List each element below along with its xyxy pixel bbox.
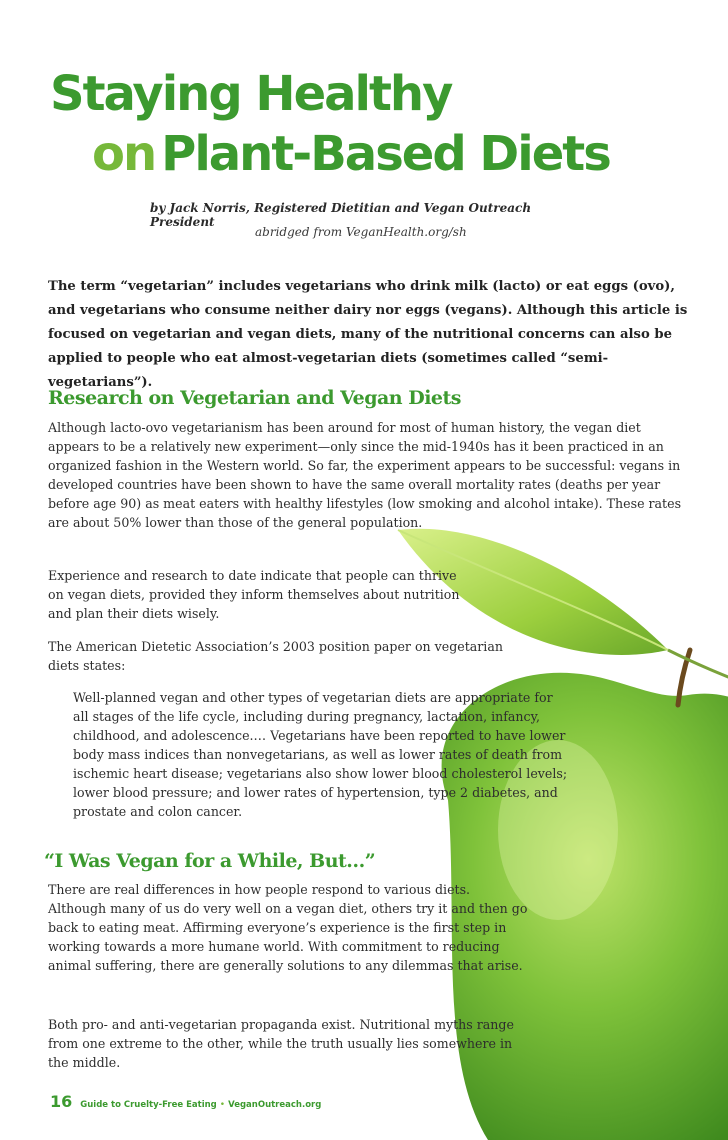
site-link: VeganOutreach.org <box>228 1100 322 1110</box>
section-heading-vegan-while: “I Was Vegan for a While, But…” <box>44 850 376 872</box>
research-paragraph-1: Although lacto-ovo vegetarianism has been around for most of human history, the vegan diet appears to be a relatively new experiment—only since the mid-1940s has it been practiced in an organized fashion in the Western world. So far, the experiment appears to be successful: vegans in developed countries have been shown to have the same overall mortality rates (deaths per year before age 90) as meat eaters with healthy lifestyles (low smoking and alcohol intake). These rates are about 50% lower than those of the general population. <box>48 420 682 530</box>
vegan-paragraph-1: There are real differences in how people respond to various diets. Although many of us do very well on a vegan diet, others try it and then go back to eating meat. Affirming everyone’s experience is the first step in working towards a more humane world. With commitment to reducing animal suffering, there are generally solutions to any dilemmas that arise. <box>48 882 528 973</box>
title-on-word: on <box>92 126 156 182</box>
page-footer <box>50 1092 321 1111</box>
title-plant-based: Plant-Based Diets <box>161 126 610 182</box>
bullet-separator: • <box>219 1100 226 1110</box>
ada-quote: Well-planned vegan and other types of vegetarian diets are appropriate for all stages of the life cycle, including during pregnancy, lactation, infancy, childhood, and adolescence.… Vegetarians have been reported to have lower body mass indices than nonvegetarians, as well as lower rates of death from ischemic heart disease; vegetarians also show lower blood cholesterol levels; lower blood pressure; and lower rates of hypertension, type 2 diabetes, and prostate and colon cancer. <box>73 690 568 819</box>
page-number: 16 <box>50 1092 73 1111</box>
page-title-line1: Staying Healthy <box>50 66 452 122</box>
byline: by Jack Norris, Registered Dietitian and Vegan Outreach President <box>150 201 532 229</box>
source-note: abridged from VeganHealth.org/sh <box>255 225 467 239</box>
page-title-line2 <box>92 126 610 182</box>
vegan-paragraph-2: Both pro- and anti-vegetarian propaganda exist. Nutritional myths range from one extreme to the other, while the truth usually lies somewhere in the middle. <box>48 1017 514 1070</box>
research-paragraph-3: The American Dietetic Association’s 2003 position paper on vegetarian diets states: <box>48 639 503 673</box>
guide-title: Guide to Cruelty-Free Eating <box>80 1100 217 1110</box>
section-heading-research: Research on Vegetarian and Vegan Diets <box>48 387 461 409</box>
research-paragraph-2: Experience and research to date indicate that people can thrive on vegan diets, provided they inform themselves about nutrition and plan their diets wisely. <box>48 568 460 621</box>
lede-paragraph: The term “vegetarian” includes vegetarians who drink milk (lacto) or eat eggs (ovo), and vegetarians who consume neither dairy nor eggs (vegans). Although this article is focused on vegetarian and vegan diets, many of the nutritional concerns can also be applied to people who eat almost-vegetarian diets (sometimes called “semi-vegetarians”). <box>48 279 688 391</box>
